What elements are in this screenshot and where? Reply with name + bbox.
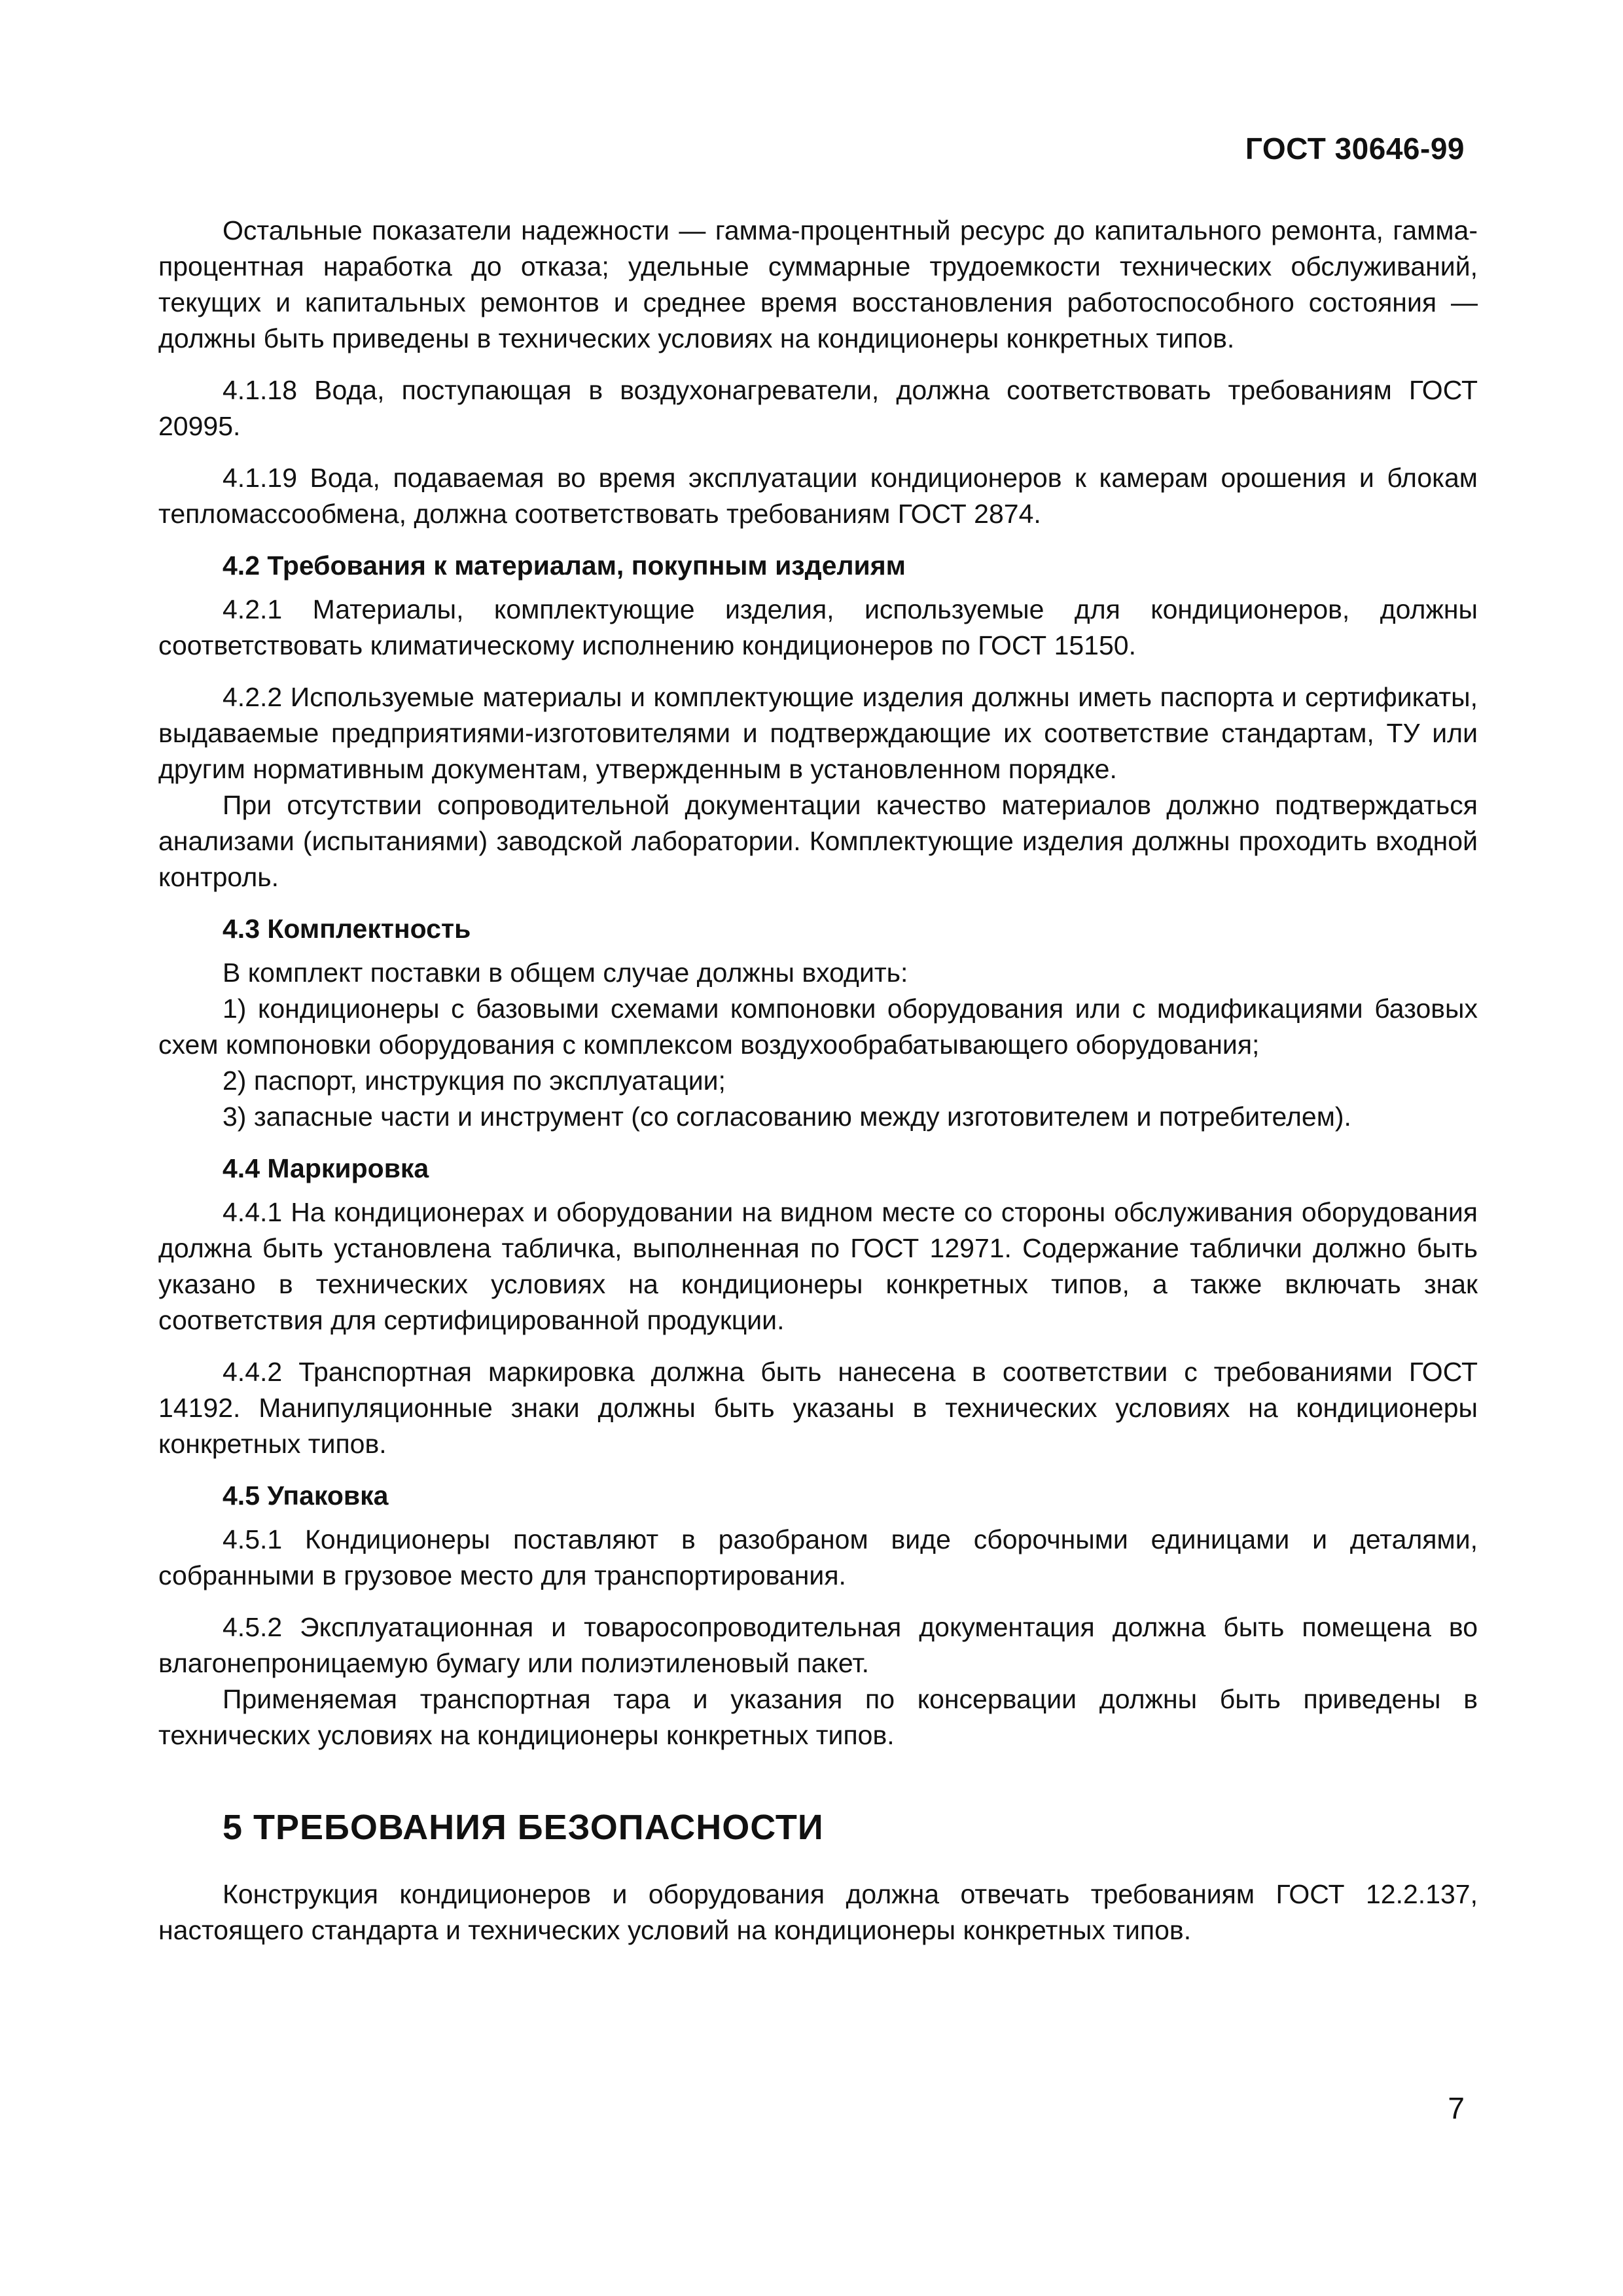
paragraph-4-2-1: 4.2.1 Материалы, комплектующие изделия, используемые для кондиционеров, должны соответствовать климатическому исполнению кондиционеров по ГОСТ 15150. xyxy=(158,594,1478,660)
paragraph-4-5-2-continued: Применяемая транспортная тара и указания по консервации должны быть приведены в технических условиях на кондиционеры конкретных типов. xyxy=(158,1684,1478,1750)
standard-code-header: ГОСТ 30646-99 xyxy=(1245,132,1465,166)
paragraph-5: Конструкция кондиционеров и оборудования должна отвечать требованиям ГОСТ 12.2.137, настоящего стандарта и технических условий на кондиционеры конкретных типов. xyxy=(158,1879,1478,1945)
paragraph-4-2-2: 4.2.2 Используемые материалы и комплектующие изделия должны иметь паспорта и сертификаты, выдаваемые предприятиями-изготовителями и подтверждающие их соответствие стандартам, ТУ или другим нормативным документам, утвержденным в установленном порядке. xyxy=(158,682,1478,784)
subsection-heading-4-5: 4.5 Упаковка xyxy=(223,1480,389,1511)
section-heading-5: 5 ТРЕБОВАНИЯ БЕЗОПАСНОСТИ xyxy=(223,1808,824,1847)
list-item-4-3-2: 2) паспорт, инструкция по эксплуатации; xyxy=(223,1066,726,1096)
paragraph-4-5-2: 4.5.2 Эксплуатационная и товаросопроводительная документация должна быть помещена во влагонепроницаемую бумагу или полиэтиленовый пакет. xyxy=(158,1612,1478,1678)
page-content xyxy=(158,213,1478,1948)
subsection-heading-4-3: 4.3 Комплектность xyxy=(223,914,471,944)
paragraph-4-1-19: 4.1.19 Вода, подаваемая во время эксплуатации кондиционеров к камерам орошения и блокам тепломассообмена, должна соответствовать требованиям ГОСТ 2874. xyxy=(158,463,1478,529)
list-item-4-3-1: 1) кондиционеры с базовыми схемами компоновки оборудования или с модификациями базовых схем компоновки оборудования с комплексом воздухообрабатывающего оборудования; xyxy=(158,994,1478,1060)
paragraph-4-3-intro: В комплект поставки в общем случае должны входить: xyxy=(223,958,908,988)
list-item-4-3-3: 3) запасные части и инструмент (со согласованию между изготовителем и потребителем). xyxy=(223,1102,1351,1132)
paragraph-4-4-1: 4.4.1 На кондиционерах и оборудовании на видном месте со стороны обслуживания оборудования должна быть установлена табличка, выполненная по ГОСТ 12971. Содержание таблички должно быть указано в технических условиях на кондиционеры конкретных типов, а также включать знак соответствия для сертифицированной продукции. xyxy=(158,1197,1478,1335)
paragraph-reliability: Остальные показатели надежности — гамма-процентный ресурс до капитального ремонта, гамма-процентная наработка до отказа; удельные суммарные трудоемкости технических обслуживаний, текущих и капитальных ремонтов и среднее время восстановления работоспособного состояния — должны быть приведены в технических условиях на кондиционеры конкретных типов. xyxy=(158,215,1478,353)
paragraph-4-2-2-continued: При отсутствии сопроводительной документации качество материалов должно подтверждаться анализами (испытаниями) заводской лаборатории. Комплектующие изделия должны проходить входной контроль. xyxy=(158,790,1478,892)
paragraph-4-1-18: 4.1.18 Вода, поступающая в воздухонагреватели, должна соответствовать требованиям ГОСТ 20995. xyxy=(158,375,1478,441)
page-number: 7 xyxy=(1448,2091,1465,2125)
subsection-heading-4-4: 4.4 Маркировка xyxy=(223,1153,429,1183)
paragraph-4-5-1: 4.5.1 Кондиционеры поставляют в разобраном виде сборочными единицами и деталями, собранными в грузовое место для транспортирования. xyxy=(158,1524,1478,1590)
paragraph-4-4-2: 4.4.2 Транспортная маркировка должна быть нанесена в соответствии с требованиями ГОСТ 14192. Манипуляционные знаки должны быть указаны в технических условиях на кондиционеры конкретных типов. xyxy=(158,1357,1478,1459)
subsection-heading-4-2: 4.2 Требования к материалам, покупным изделиям xyxy=(223,550,906,581)
